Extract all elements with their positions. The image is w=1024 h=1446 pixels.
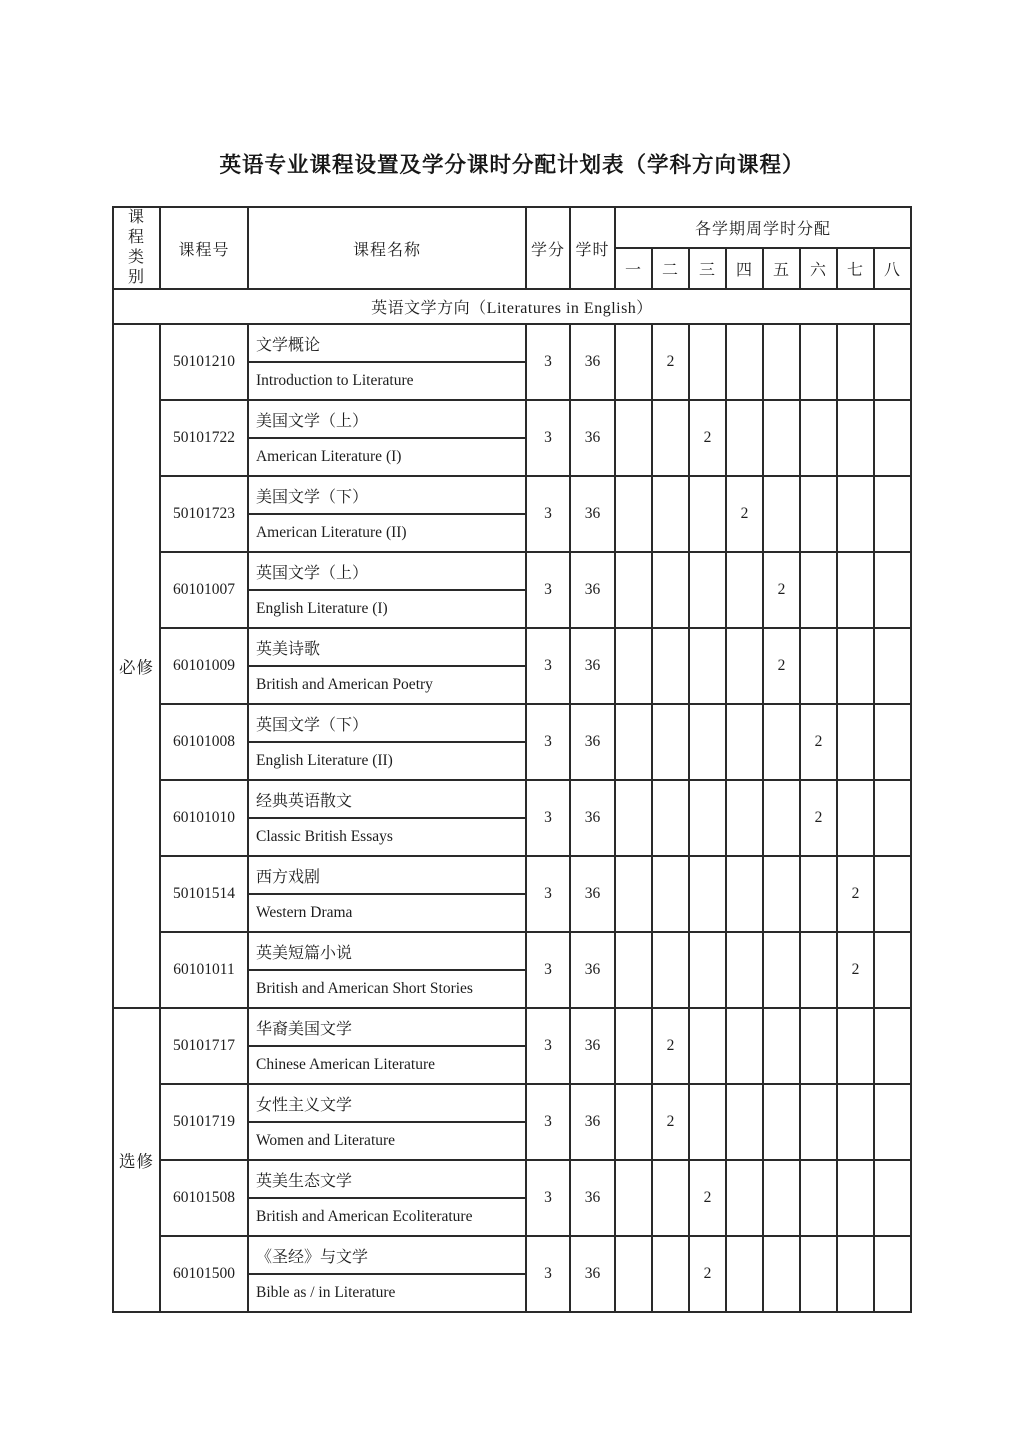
- weekly-hours-sem-1: [615, 1160, 652, 1236]
- weekly-hours-sem-8: [874, 780, 911, 856]
- course-name-cn: 《圣经》与文学: [248, 1236, 526, 1274]
- weekly-hours-sem-4: 2: [726, 476, 763, 552]
- course-credits: 3: [526, 1008, 570, 1084]
- weekly-hours-sem-6: [800, 1084, 837, 1160]
- course-hours: 36: [570, 704, 615, 780]
- weekly-hours-sem-4: [726, 704, 763, 780]
- weekly-hours-sem-8: [874, 400, 911, 476]
- weekly-hours-sem-1: [615, 552, 652, 628]
- course-credits: 3: [526, 932, 570, 1008]
- weekly-hours-sem-2: 2: [652, 324, 689, 400]
- weekly-hours-sem-2: [652, 1236, 689, 1312]
- course-row: [113, 856, 911, 894]
- header-semester-4: 四: [726, 248, 763, 289]
- course-hours: 36: [570, 1160, 615, 1236]
- course-credits: 3: [526, 704, 570, 780]
- weekly-hours-sem-6: [800, 324, 837, 400]
- course-credits: 3: [526, 1236, 570, 1312]
- weekly-hours-sem-8: [874, 1160, 911, 1236]
- course-name-en: American Literature (II): [248, 514, 526, 552]
- weekly-hours-sem-2: [652, 476, 689, 552]
- course-name-cn: 美国文学（下）: [248, 476, 526, 514]
- course-name-en: Women and Literature: [248, 1122, 526, 1160]
- course-hours: 36: [570, 1084, 615, 1160]
- weekly-hours-sem-6: [800, 1160, 837, 1236]
- course-number: 60101009: [160, 628, 248, 704]
- weekly-hours-sem-5: [763, 856, 800, 932]
- course-name-cn: 英美诗歌: [248, 628, 526, 666]
- course-number: 60101508: [160, 1160, 248, 1236]
- course-name-cn: 美国文学（上）: [248, 400, 526, 438]
- weekly-hours-sem-6: [800, 1008, 837, 1084]
- header-semester-2: 二: [652, 248, 689, 289]
- weekly-hours-sem-6: [800, 552, 837, 628]
- weekly-hours-sem-6: 2: [800, 780, 837, 856]
- weekly-hours-sem-4: [726, 1084, 763, 1160]
- course-credits: 3: [526, 324, 570, 400]
- weekly-hours-sem-1: [615, 1084, 652, 1160]
- course-credits: 3: [526, 856, 570, 932]
- weekly-hours-sem-8: [874, 1008, 911, 1084]
- weekly-hours-sem-3: [689, 1084, 726, 1160]
- weekly-hours-sem-2: 2: [652, 1008, 689, 1084]
- course-row: [113, 780, 911, 818]
- header-course-name: 课程名称: [248, 207, 526, 289]
- weekly-hours-sem-3: [689, 476, 726, 552]
- weekly-hours-sem-6: [800, 856, 837, 932]
- weekly-hours-sem-7: [837, 1084, 874, 1160]
- header-row-1: [113, 207, 911, 248]
- course-rows: [113, 324, 911, 1312]
- course-credits: 3: [526, 476, 570, 552]
- course-row: [113, 1084, 911, 1122]
- weekly-hours-sem-1: [615, 856, 652, 932]
- header-semester-5: 五: [763, 248, 800, 289]
- weekly-hours-sem-5: 2: [763, 552, 800, 628]
- weekly-hours-sem-7: [837, 400, 874, 476]
- course-number: 60101008: [160, 704, 248, 780]
- course-name-cn: 英美生态文学: [248, 1160, 526, 1198]
- weekly-hours-sem-1: [615, 628, 652, 704]
- course-hours: 36: [570, 856, 615, 932]
- course-hours: 36: [570, 628, 615, 704]
- weekly-hours-sem-6: [800, 476, 837, 552]
- weekly-hours-sem-3: [689, 552, 726, 628]
- course-hours: 36: [570, 324, 615, 400]
- category-cell: 选修: [113, 1008, 160, 1312]
- weekly-hours-sem-3: 2: [689, 400, 726, 476]
- header-hours: 学时: [570, 207, 615, 289]
- weekly-hours-sem-4: [726, 932, 763, 1008]
- weekly-hours-sem-1: [615, 476, 652, 552]
- weekly-hours-sem-5: [763, 704, 800, 780]
- course-number: 60101010: [160, 780, 248, 856]
- weekly-hours-sem-5: [763, 324, 800, 400]
- weekly-hours-sem-7: [837, 1160, 874, 1236]
- course-name-en: British and American Ecoliterature: [248, 1198, 526, 1236]
- course-row: [113, 324, 911, 362]
- course-credits: 3: [526, 552, 570, 628]
- header-course-number: 课程号: [160, 207, 248, 289]
- weekly-hours-sem-1: [615, 780, 652, 856]
- course-row: [113, 552, 911, 590]
- section-body: [113, 289, 911, 324]
- weekly-hours-sem-8: [874, 476, 911, 552]
- course-hours: 36: [570, 1236, 615, 1312]
- weekly-hours-sem-4: [726, 1236, 763, 1312]
- weekly-hours-sem-7: [837, 704, 874, 780]
- course-name-en: Introduction to Literature: [248, 362, 526, 400]
- weekly-hours-sem-7: [837, 780, 874, 856]
- course-number: 50101514: [160, 856, 248, 932]
- weekly-hours-sem-7: [837, 476, 874, 552]
- course-table: [112, 206, 912, 1313]
- course-number: 50101719: [160, 1084, 248, 1160]
- weekly-hours-sem-8: [874, 628, 911, 704]
- course-number: 50101722: [160, 400, 248, 476]
- header-semester-7: 七: [837, 248, 874, 289]
- weekly-hours-sem-5: [763, 1084, 800, 1160]
- weekly-hours-sem-7: [837, 1236, 874, 1312]
- course-number: 50101723: [160, 476, 248, 552]
- weekly-hours-sem-7: [837, 324, 874, 400]
- section-title: 英语文学方向（Literatures in English）: [113, 289, 911, 324]
- weekly-hours-sem-1: [615, 704, 652, 780]
- header-semester-3: 三: [689, 248, 726, 289]
- course-credits: 3: [526, 1160, 570, 1236]
- course-hours: 36: [570, 932, 615, 1008]
- course-name-en: American Literature (I): [248, 438, 526, 476]
- table-header: [113, 207, 911, 289]
- weekly-hours-sem-3: [689, 780, 726, 856]
- weekly-hours-sem-1: [615, 1008, 652, 1084]
- weekly-hours-sem-2: [652, 400, 689, 476]
- course-number: 60101500: [160, 1236, 248, 1312]
- weekly-hours-sem-8: [874, 932, 911, 1008]
- course-name-en: Western Drama: [248, 894, 526, 932]
- header-category: 课程 类别: [113, 207, 160, 289]
- weekly-hours-sem-8: [874, 1236, 911, 1312]
- course-name-en: English Literature (II): [248, 742, 526, 780]
- weekly-hours-sem-6: [800, 400, 837, 476]
- course-name-en: Bible as / in Literature: [248, 1274, 526, 1312]
- weekly-hours-sem-8: [874, 552, 911, 628]
- course-name-cn: 英国文学（下）: [248, 704, 526, 742]
- weekly-hours-sem-6: [800, 628, 837, 704]
- weekly-hours-sem-4: [726, 552, 763, 628]
- weekly-hours-sem-3: 2: [689, 1160, 726, 1236]
- weekly-hours-sem-4: [726, 1008, 763, 1084]
- course-row: [113, 1160, 911, 1198]
- header-semester-1: 一: [615, 248, 652, 289]
- course-hours: 36: [570, 552, 615, 628]
- weekly-hours-sem-1: [615, 400, 652, 476]
- weekly-hours-sem-4: [726, 1160, 763, 1236]
- weekly-hours-sem-7: 2: [837, 932, 874, 1008]
- weekly-hours-sem-1: [615, 932, 652, 1008]
- weekly-hours-sem-3: [689, 324, 726, 400]
- weekly-hours-sem-5: [763, 932, 800, 1008]
- weekly-hours-sem-7: [837, 552, 874, 628]
- category-cell: 必修: [113, 324, 160, 1008]
- header-credits: 学分: [526, 207, 570, 289]
- weekly-hours-sem-4: [726, 400, 763, 476]
- weekly-hours-sem-8: [874, 856, 911, 932]
- course-name-cn: 英美短篇小说: [248, 932, 526, 970]
- weekly-hours-sem-7: [837, 1008, 874, 1084]
- weekly-hours-sem-1: [615, 1236, 652, 1312]
- weekly-hours-sem-5: [763, 780, 800, 856]
- header-semester-group: 各学期周学时分配: [615, 207, 911, 248]
- weekly-hours-sem-2: [652, 780, 689, 856]
- course-number: 50101717: [160, 1008, 248, 1084]
- course-row: [113, 1008, 911, 1046]
- weekly-hours-sem-2: [652, 856, 689, 932]
- weekly-hours-sem-5: [763, 400, 800, 476]
- course-name-cn: 西方戏剧: [248, 856, 526, 894]
- course-number: 50101210: [160, 324, 248, 400]
- header-semester-6: 六: [800, 248, 837, 289]
- course-name-cn: 女性主义文学: [248, 1084, 526, 1122]
- course-row: [113, 628, 911, 666]
- weekly-hours-sem-4: [726, 628, 763, 704]
- course-credits: 3: [526, 1084, 570, 1160]
- weekly-hours-sem-2: [652, 1160, 689, 1236]
- weekly-hours-sem-8: [874, 1084, 911, 1160]
- section-row: [113, 289, 911, 324]
- weekly-hours-sem-2: 2: [652, 1084, 689, 1160]
- course-row: [113, 476, 911, 514]
- weekly-hours-sem-5: [763, 1160, 800, 1236]
- course-credits: 3: [526, 400, 570, 476]
- weekly-hours-sem-8: [874, 324, 911, 400]
- weekly-hours-sem-6: [800, 1236, 837, 1312]
- header-semester-8: 八: [874, 248, 911, 289]
- weekly-hours-sem-2: [652, 932, 689, 1008]
- weekly-hours-sem-4: [726, 856, 763, 932]
- course-name-cn: 英国文学（上）: [248, 552, 526, 590]
- course-name-cn: 文学概论: [248, 324, 526, 362]
- weekly-hours-sem-1: [615, 324, 652, 400]
- weekly-hours-sem-6: 2: [800, 704, 837, 780]
- course-name-en: British and American Short Stories: [248, 970, 526, 1008]
- weekly-hours-sem-3: [689, 932, 726, 1008]
- weekly-hours-sem-8: [874, 704, 911, 780]
- course-hours: 36: [570, 780, 615, 856]
- course-hours: 36: [570, 476, 615, 552]
- course-row: [113, 932, 911, 970]
- document-title: 英语专业课程设置及学分课时分配计划表（学科方向课程）: [219, 153, 805, 177]
- course-credits: 3: [526, 628, 570, 704]
- weekly-hours-sem-5: 2: [763, 628, 800, 704]
- weekly-hours-sem-3: [689, 856, 726, 932]
- course-name-cn: 华裔美国文学: [248, 1008, 526, 1046]
- course-name-en: British and American Poetry: [248, 666, 526, 704]
- weekly-hours-sem-6: [800, 932, 837, 1008]
- course-name-en: Classic British Essays: [248, 818, 526, 856]
- weekly-hours-sem-5: [763, 1236, 800, 1312]
- weekly-hours-sem-2: [652, 628, 689, 704]
- weekly-hours-sem-2: [652, 704, 689, 780]
- weekly-hours-sem-3: [689, 628, 726, 704]
- weekly-hours-sem-3: [689, 1008, 726, 1084]
- course-hours: 36: [570, 400, 615, 476]
- course-name-cn: 经典英语散文: [248, 780, 526, 818]
- weekly-hours-sem-7: 2: [837, 856, 874, 932]
- weekly-hours-sem-4: [726, 324, 763, 400]
- course-row: [113, 1236, 911, 1274]
- weekly-hours-sem-5: [763, 1008, 800, 1084]
- course-row: [113, 400, 911, 438]
- weekly-hours-sem-3: [689, 704, 726, 780]
- weekly-hours-sem-3: 2: [689, 1236, 726, 1312]
- weekly-hours-sem-5: [763, 476, 800, 552]
- course-name-en: Chinese American Literature: [248, 1046, 526, 1084]
- course-hours: 36: [570, 1008, 615, 1084]
- course-row: [113, 704, 911, 742]
- course-number: 60101007: [160, 552, 248, 628]
- course-number: 60101011: [160, 932, 248, 1008]
- weekly-hours-sem-4: [726, 780, 763, 856]
- course-name-en: English Literature (I): [248, 590, 526, 628]
- course-credits: 3: [526, 780, 570, 856]
- weekly-hours-sem-7: [837, 628, 874, 704]
- weekly-hours-sem-2: [652, 552, 689, 628]
